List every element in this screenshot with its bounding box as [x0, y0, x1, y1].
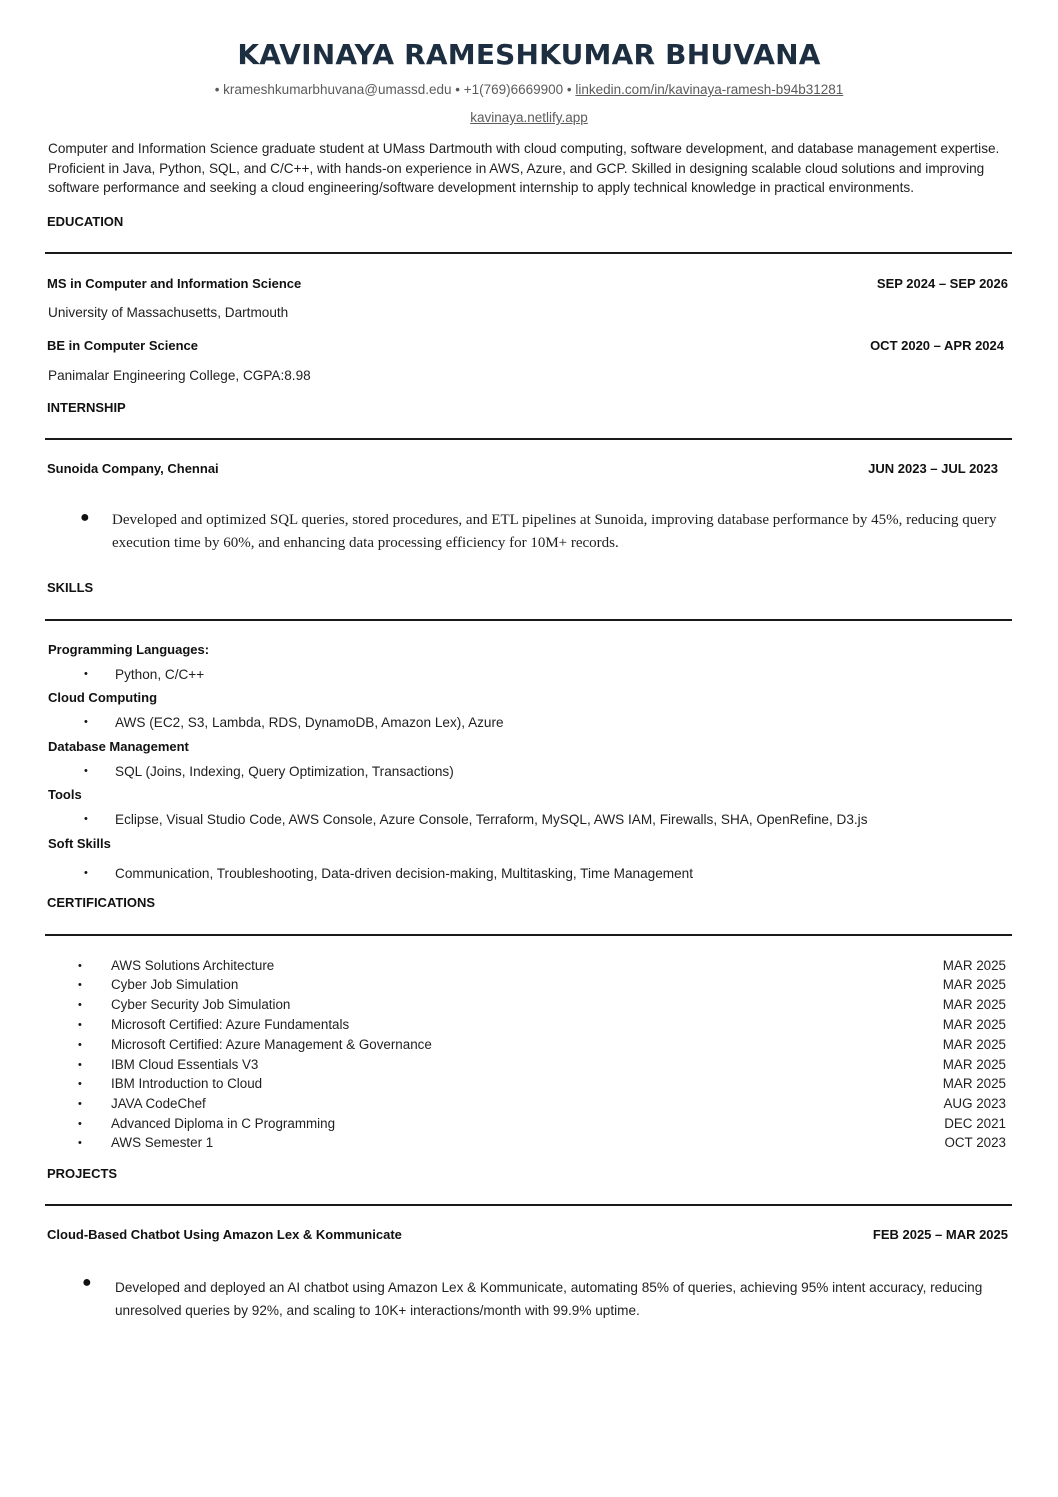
skill-items: Python, C/C++	[115, 667, 205, 682]
section-heading-education: EDUCATION	[47, 214, 124, 229]
bullet-icon: •	[78, 999, 82, 1011]
skill-category: Cloud Computing	[48, 690, 158, 705]
bullet-icon: ●	[82, 1274, 92, 1291]
certification-name: Cyber Security Job Simulation	[111, 997, 291, 1012]
section-heading-certifications: CERTIFICATIONS	[47, 895, 156, 910]
certification-name: IBM Introduction to Cloud	[111, 1076, 263, 1091]
section-heading-internship: INTERNSHIP	[47, 400, 126, 415]
certification-date: MAR 2025	[942, 1076, 1006, 1091]
certification-date: MAR 2025	[942, 977, 1006, 992]
certification-name: JAVA CodeChef	[111, 1096, 206, 1111]
education-degree: MS in Computer and Information Science	[47, 276, 302, 291]
skill-category: Programming Languages:	[48, 642, 210, 657]
bullet-icon: •	[78, 1137, 82, 1149]
project-dates: FEB 2025 – MAR 2025	[872, 1227, 1008, 1242]
skill-category: Database Management	[48, 739, 189, 754]
education-degree: BE in Computer Science	[47, 338, 198, 353]
bullet-icon: •	[84, 668, 88, 680]
bullet-icon: •	[78, 1118, 82, 1130]
bullet-icon: •	[78, 1078, 82, 1090]
bullet-icon: •	[84, 716, 88, 728]
education-dates: OCT 2020 – APR 2024	[870, 338, 1004, 353]
section-divider	[45, 619, 1012, 621]
internship-description: Developed and optimized SQL queries, stored procedures, and ETL pipelines at Sunoida, improving database performance by 45%, reducing query execution time by 60%, and enhancing data processing efficiency for 10M+ records.	[112, 512, 997, 551]
certification-date: MAR 2025	[942, 1017, 1006, 1032]
bullet-icon: •	[84, 867, 88, 879]
certification-name: Advanced Diploma in C Programming	[111, 1116, 336, 1131]
summary-paragraph: Computer and Information Science graduate student at UMass Dartmouth with cloud computing, software development, and database management expertise. Proficient in Java, Python, SQL, and C/C++, with hands-on experience in AWS, Azure, and GCP. Skilled in designing scalable cloud solutions and improving software performance and seeking a cloud engineering/software development internship to apply technical knowledge in practical environments.	[48, 141, 1000, 195]
contact-line	[0, 82, 1058, 97]
skill-items: Communication, Troubleshooting, Data-driven decision-making, Multitasking, Time Management	[115, 866, 694, 881]
certification-date: MAR 2025	[942, 997, 1006, 1012]
bullet-icon: •	[84, 765, 88, 777]
certification-name: AWS Solutions Architecture	[111, 958, 275, 973]
section-divider	[45, 1204, 1012, 1206]
section-divider	[45, 252, 1012, 254]
certification-name: Microsoft Certified: Azure Management & Governance	[111, 1037, 432, 1052]
website-line	[0, 110, 1058, 125]
contact-details: • krameshkumarbhuvana@umassd.edu • +1(769)6669900 •	[214, 82, 576, 97]
skill-items: SQL (Joins, Indexing, Query Optimization, Transactions)	[115, 764, 454, 779]
certification-date: MAR 2025	[942, 1037, 1006, 1052]
certification-date: MAR 2025	[942, 958, 1006, 973]
skill-category: Soft Skills	[48, 836, 111, 851]
certification-date: OCT 2023	[944, 1135, 1006, 1150]
skill-items: Eclipse, Visual Studio Code, AWS Console, Azure Console, Terraform, MySQL, AWS IAM, Firewalls, SHA, OpenRefine, D3.js	[115, 812, 868, 827]
website-link[interactable]: kavinaya.netlify.app	[470, 110, 588, 125]
bullet-icon: •	[78, 1019, 82, 1031]
certification-name: AWS Semester 1	[111, 1135, 214, 1150]
education-school: University of Massachusetts, Dartmouth	[48, 305, 289, 320]
certification-name: Cyber Job Simulation	[111, 977, 239, 992]
internship-company: Sunoida Company, Chennai	[47, 461, 219, 476]
section-divider	[45, 934, 1012, 936]
bullet-icon: •	[78, 1098, 82, 1110]
linkedin-link[interactable]: linkedin.com/in/kavinaya-ramesh-b94b31281	[575, 82, 844, 97]
project-description: Developed and deployed an AI chatbot using Amazon Lex & Kommunicate, automating 85% of queries, achieving 95% intent accuracy, reducing unresolved queries by 92%, and scaling to 10K+ interactions/month with 99.9% uptime.	[115, 1280, 983, 1318]
bullet-icon: •	[78, 960, 82, 972]
section-heading-projects: PROJECTS	[47, 1166, 118, 1181]
certification-date: MAR 2025	[942, 1057, 1006, 1072]
skill-category: Tools	[48, 787, 82, 802]
bullet-icon: •	[78, 979, 82, 991]
certification-date: AUG 2023	[943, 1096, 1006, 1111]
candidate-name: KAVINAYA RAMESHKUMAR BHUVANA	[237, 38, 821, 71]
bullet-icon: •	[78, 1059, 82, 1071]
section-divider	[45, 438, 1012, 440]
project-title: Cloud-Based Chatbot Using Amazon Lex & Kommunicate	[47, 1227, 402, 1242]
certification-name: IBM Cloud Essentials V3	[111, 1057, 259, 1072]
education-dates: SEP 2024 – SEP 2026	[876, 276, 1008, 291]
internship-dates: JUN 2023 – JUL 2023	[868, 461, 998, 476]
section-heading-skills: SKILLS	[47, 580, 94, 595]
certification-date: DEC 2021	[944, 1116, 1006, 1131]
bullet-icon: ●	[80, 509, 90, 526]
skill-items: AWS (EC2, S3, Lambda, RDS, DynamoDB, Amazon Lex), Azure	[115, 715, 504, 730]
certification-name: Microsoft Certified: Azure Fundamentals	[111, 1017, 350, 1032]
bullet-icon: •	[78, 1039, 82, 1051]
bullet-icon: •	[84, 813, 88, 825]
education-school: Panimalar Engineering College, CGPA:8.98	[48, 368, 311, 383]
